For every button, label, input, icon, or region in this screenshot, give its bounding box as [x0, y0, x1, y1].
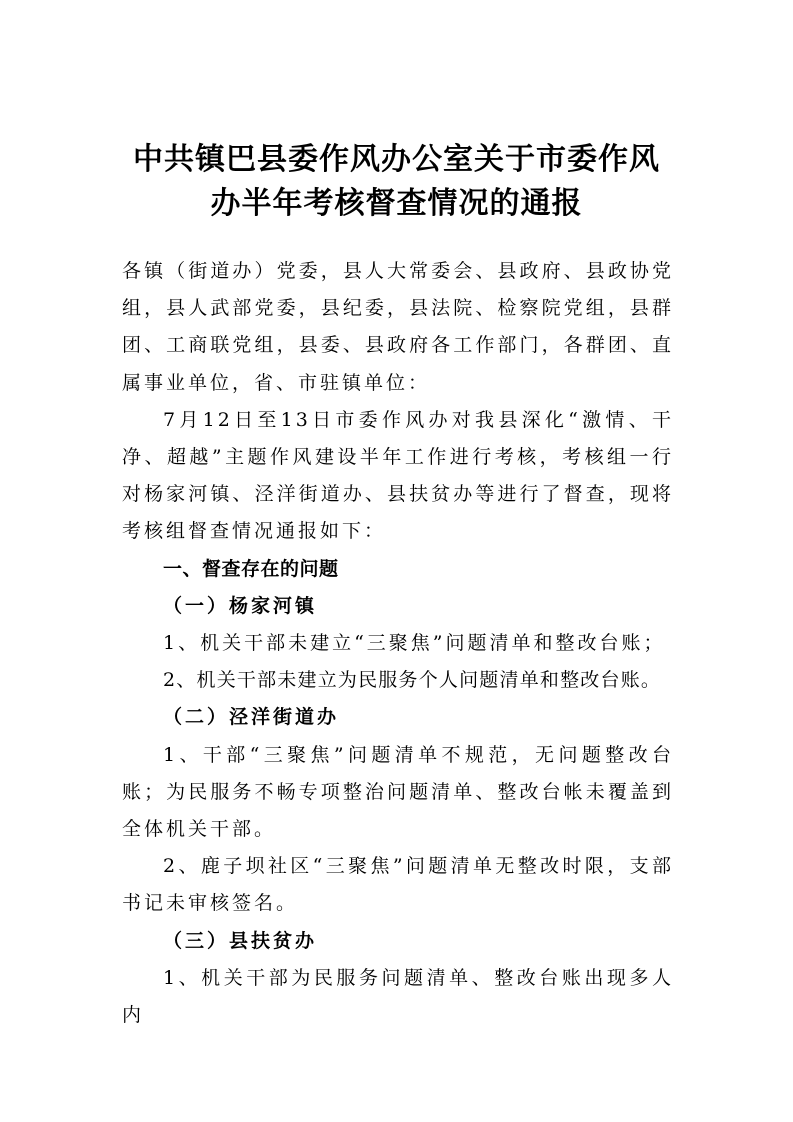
document-title	[100, 138, 693, 226]
subsection-heading-2: （二）泾洋街道办	[163, 706, 340, 729]
subsection-heading-1: （一）杨家河镇	[163, 594, 318, 617]
list-item: 1、机关干部未建立“三聚焦”问题清单和整改台账；	[163, 632, 666, 655]
list-item: 2、机关干部未建立为民服务个人问题清单和整改台账。	[163, 669, 662, 692]
subsection-heading-3: （三）县扶贫办	[163, 929, 318, 952]
list-item: 1、干部“三聚焦”问题清单不规范，无问题整改台账；为民服务不畅专项整治问题清单、整改台帐未覆盖到全体机关干部。	[122, 743, 674, 841]
title-line-2: 办半年考核督查情况的通报	[210, 186, 583, 221]
list-item: 1、机关干部为民服务问题清单、整改台账出现多人内	[122, 966, 674, 1027]
salutation: 各镇（街道办）党委，县人大常委会、县政府、县政协党组，县人武部党委，县纪委，县法院、检察院党组，县群团、工商联党组，县委、县政府各工作部门，各群团、直属事业单位，省、市驻镇单位：	[122, 260, 674, 394]
document-body	[122, 253, 674, 1034]
section-heading-1: 一、督查存在的问题	[163, 557, 339, 580]
list-item: 2、鹿子坝社区“三聚焦”问题清单无整改时限，支部书记未审核签名。	[122, 855, 674, 915]
title-line-1: 中共镇巴县委作风办公室关于市委作风	[133, 142, 660, 177]
intro-paragraph: 7月12日至13日市委作风办对我县深化“激情、干净、超越”主题作风建设半年工作进行考核，考核组一行对杨家河镇、泾洋街道办、县扶贫办等进行了督查，现将考核组督查情况通报如下：	[122, 408, 674, 543]
